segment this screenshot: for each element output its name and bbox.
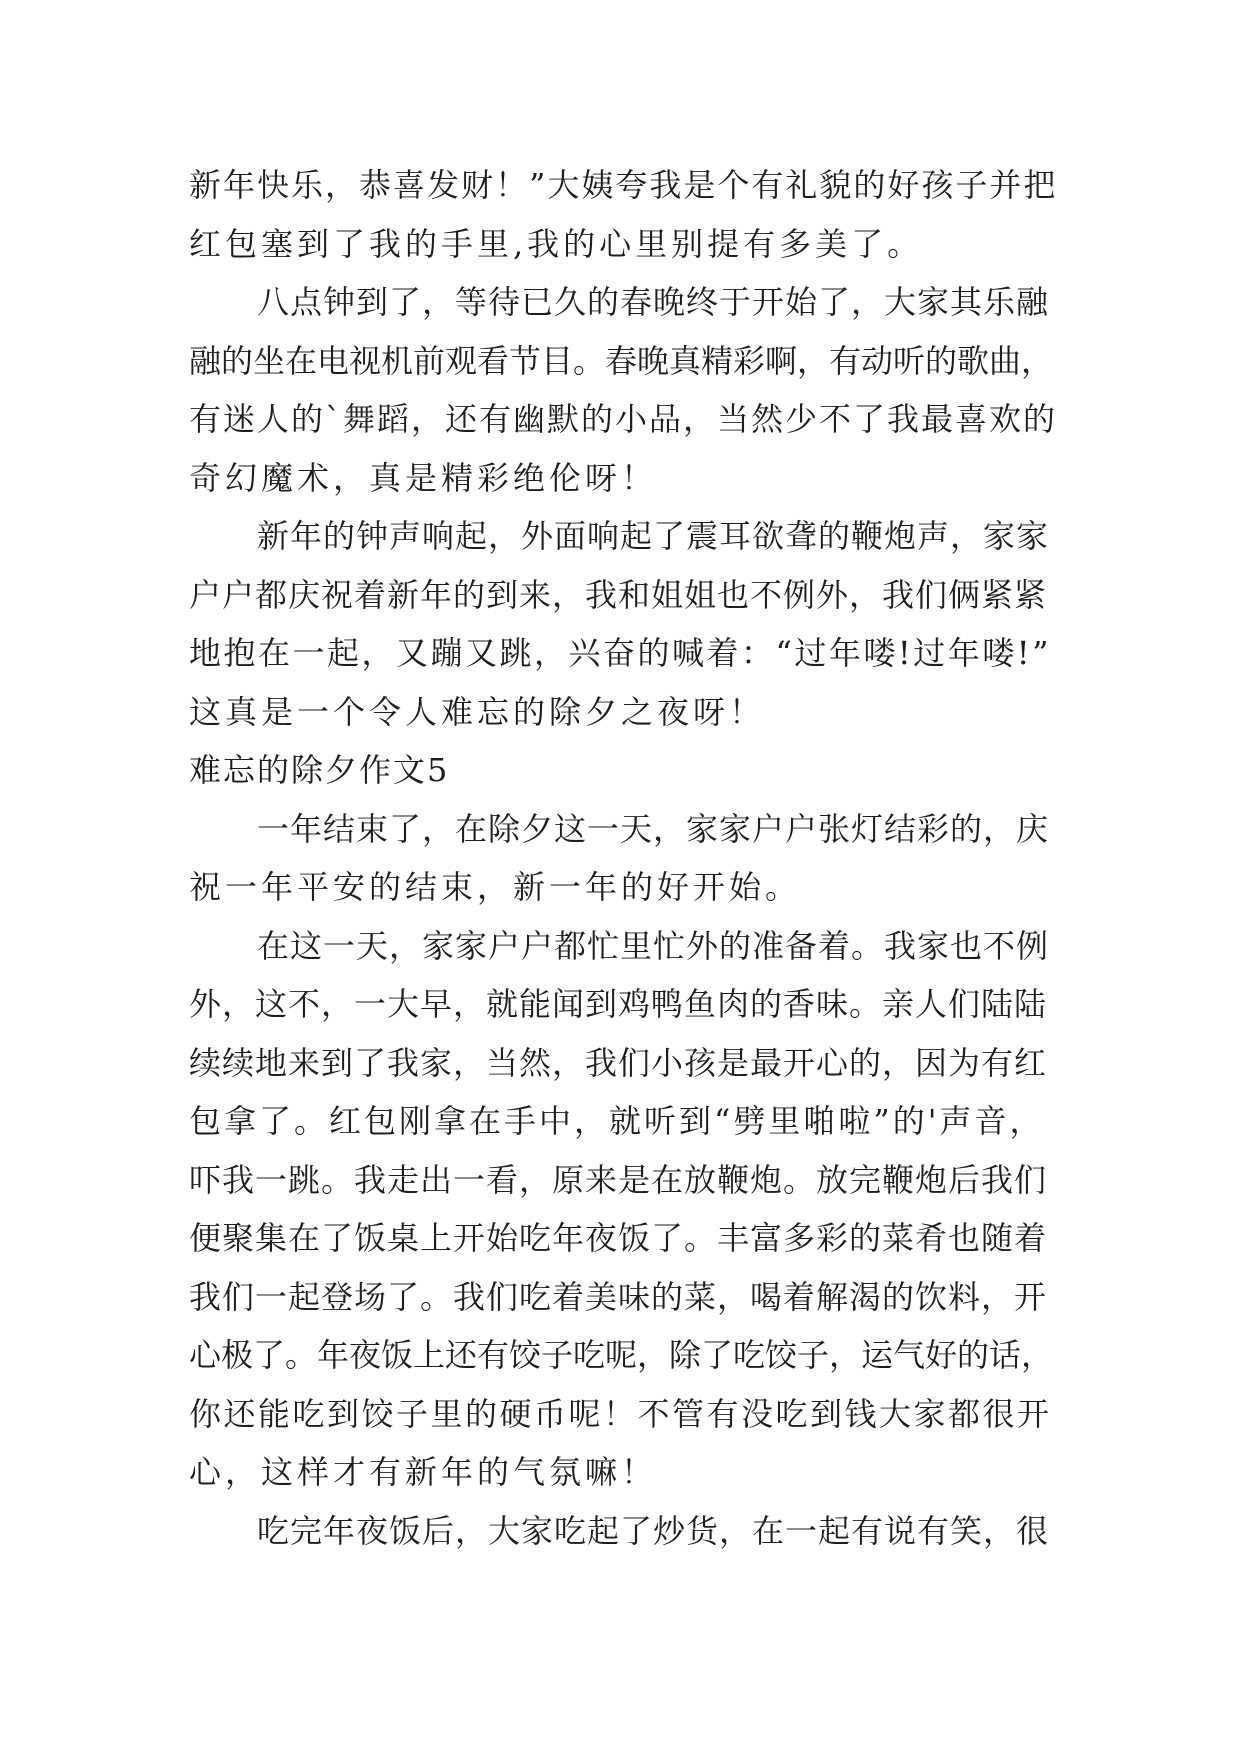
text-line: 包拿了。红包刚拿在手中，就听到“劈里啪啦”的'声音， <box>189 1102 1045 1140</box>
text-line: 外，这不，一大早，就能闻到鸡鸭鱼肉的香味。亲人们陆陆 <box>189 985 1048 1023</box>
text-line: 新年快乐，恭喜发财！”大姨夸我是个有礼貌的好孩子并把 <box>189 166 1058 204</box>
text-line: 吃完年夜饭后，大家吃起了炒货，在一起有说有笑，很 <box>257 1511 1050 1550</box>
text-line: 有迷人的`舞蹈，还有幽默的小品，当然少不了我最喜欢的 <box>189 400 1058 438</box>
text-line: 便聚集在了饭桌上开始吃年夜饭了。丰富多彩的菜肴也随着 <box>189 1219 1048 1257</box>
text-line: 地抱在一起，又蹦又跳，兴奋的喊着：“过年喽!过年喽!” <box>189 634 1051 672</box>
text-line: 祝一年平安的结束，新一年的好开始。 <box>189 868 802 906</box>
text-line: 你还能吃到饺子里的硬币呢！不管有没吃到钱大家都很开 <box>189 1394 1052 1433</box>
text-line: 心极了。年夜饭上还有饺子吃呢，除了吃饺子，运气好的话， <box>189 1336 1054 1374</box>
text-line: 新年的钟声响起，外面响起了震耳欲聋的鞭炮声，家家 <box>257 517 1050 555</box>
text-line: 这真是一个令人难忘的除夕之夜呀！ <box>189 692 766 731</box>
text-line: 户户都庆祝着新年的到来，我和姐姐也不例外，我们俩紧紧 <box>189 575 1048 614</box>
text-line: 一年结束了，在除夕这一天，家家户户张灯结彩的，庆 <box>257 809 1050 848</box>
text-line: 融的坐在电视机前观看节目。春晚真精彩啊，有动听的歌曲， <box>189 341 1054 380</box>
text-line: 红包塞到了我的手里,我的心里别提有多美了。 <box>189 224 924 263</box>
text-line: 心，这样才有新年的气氛嘛！ <box>189 1453 658 1491</box>
document-body <box>189 156 1057 1560</box>
text-line: 八点钟到了，等待已久的春晚终于开始了，大家其乐融 <box>257 283 1050 321</box>
text-line: 续续地来到了我家，当然，我们小孩是最开心的，因为有红 <box>189 1043 1048 1082</box>
section-heading: 难忘的除夕作文5 <box>189 751 450 789</box>
text-line: 奇幻魔术，真是精彩绝伦呀！ <box>189 458 658 497</box>
text-line: 在这一天，家家户户都忙里忙外的准备着。我家也不例 <box>257 926 1050 965</box>
text-line: 吓我一跳。我走出一看，原来是在放鞭炮。放完鞭炮后我们 <box>189 1160 1048 1199</box>
text-line: 我们一起登场了。我们吃着美味的菜，喝着解渴的饮料，开 <box>189 1277 1048 1316</box>
